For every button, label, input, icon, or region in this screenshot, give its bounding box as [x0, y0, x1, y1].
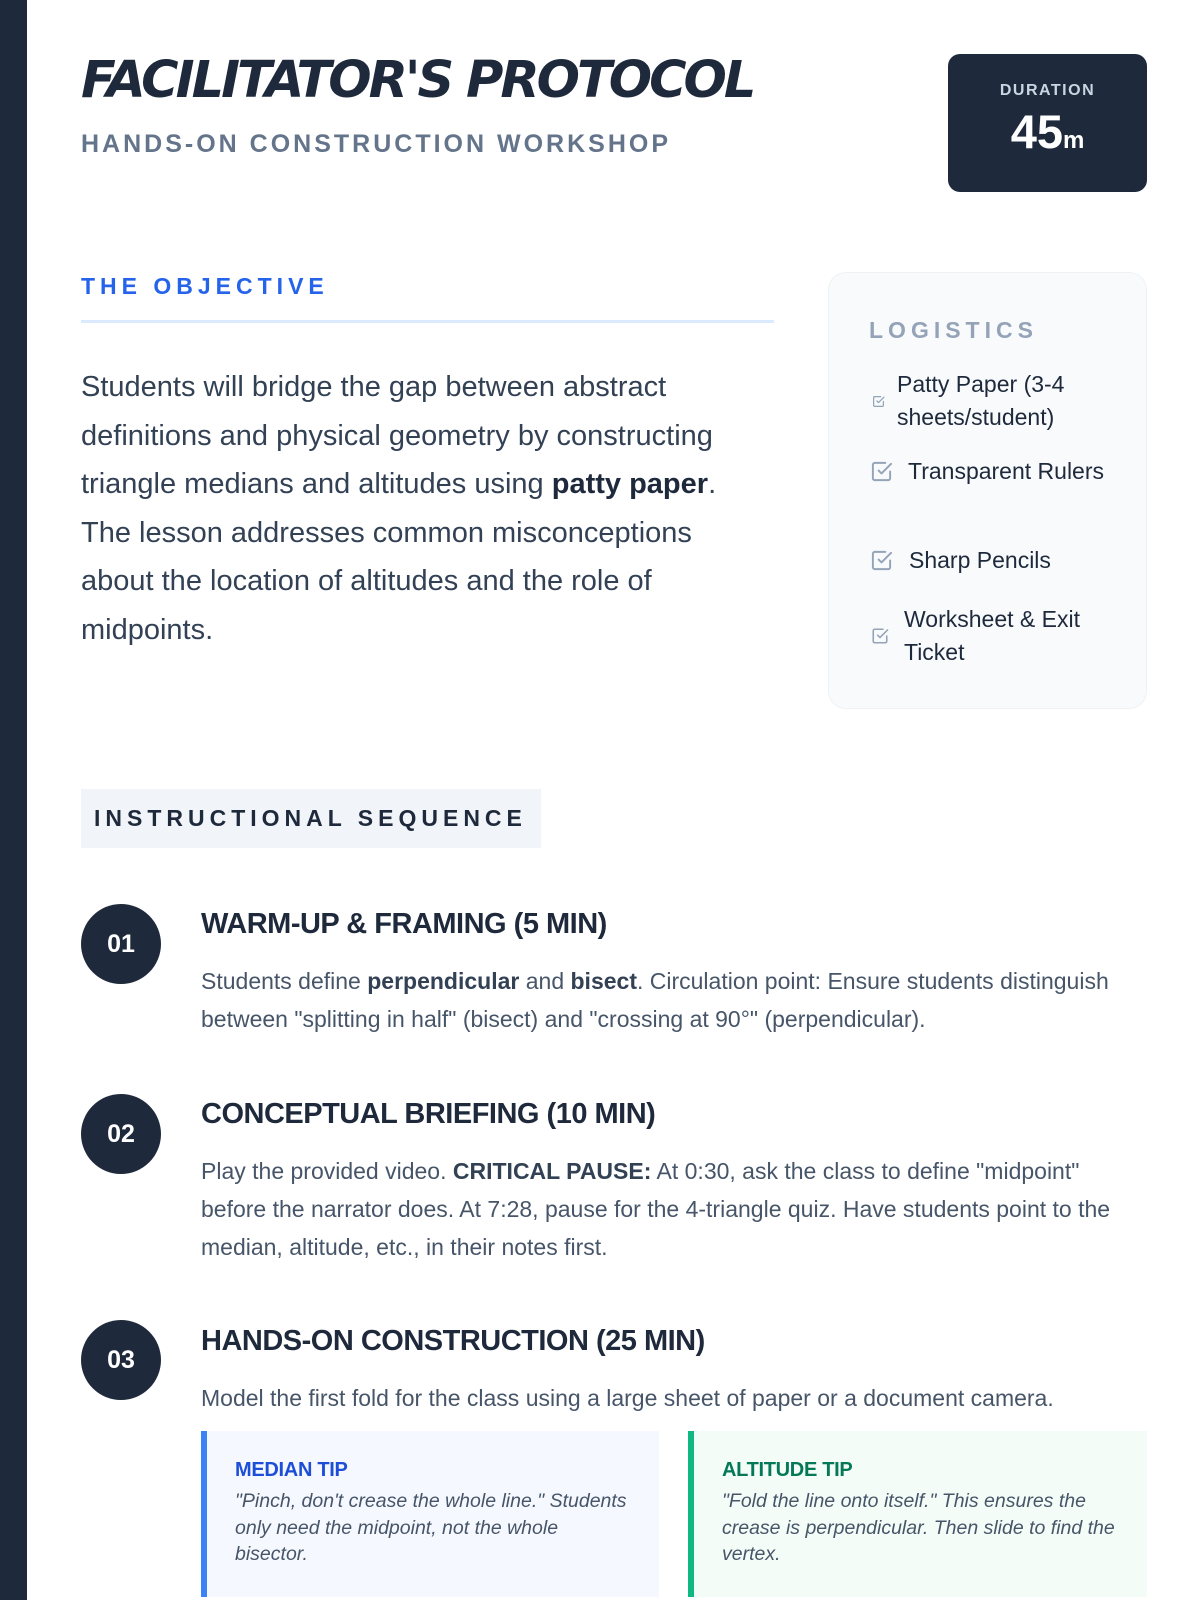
logistics-item-label: Worksheet & Exit Ticket	[904, 606, 1080, 665]
duration-badge	[948, 54, 1147, 192]
logistics-item-label: Transparent Rulers	[908, 458, 1105, 484]
checkbox-checked-icon	[869, 549, 894, 572]
step-keyword: CRITICAL PAUSE:	[452, 1158, 652, 1184]
step-keyword: perpendicular	[367, 968, 520, 994]
page-title: FACILITATOR'S PROTOCOL	[81, 51, 754, 110]
step-text: Play the provided video.	[201, 1158, 453, 1184]
page-subtitle: HANDS-ON CONSTRUCTION WORKSHOP	[81, 130, 671, 158]
duration-number: 45	[1010, 105, 1063, 158]
median-tip-title: MEDIAN TIP	[235, 1459, 348, 1481]
altitude-tip-card	[688, 1431, 1147, 1597]
step-number-badge: 03	[81, 1320, 161, 1400]
duration-label: DURATION	[999, 82, 1096, 99]
logistics-item	[869, 455, 1119, 488]
step-title: WARM-UP & FRAMING (5 MIN)	[201, 908, 607, 940]
step-keyword: bisect	[570, 968, 637, 994]
step-title: HANDS-ON CONSTRUCTION (25 MIN)	[201, 1325, 705, 1357]
logistics-card	[828, 272, 1147, 709]
median-tip-text: "Pinch, don't crease the whole line." Students only need the midpoint, not the whole bisector.	[235, 1490, 627, 1565]
objective-text-emphasis: patty paper	[551, 468, 709, 500]
step-text: At 0:30, ask the class to define "midpoint" before the narrator does. At 7:28, pause for the 4-triangle quiz. Have students point to the median, altitude, etc., in their notes first.	[201, 1158, 1111, 1260]
median-tip-card	[201, 1431, 659, 1597]
objective-divider	[81, 320, 774, 323]
step-text: . Circulation point: Ensure students distinguish between "splitting in half" (bisect) and "crossing at 90°" (perpendicular).	[201, 968, 1109, 1032]
logistics-item-label: Sharp Pencils	[909, 547, 1051, 573]
step-number-badge: 01	[81, 904, 161, 984]
logistics-heading: LOGISTICS	[869, 317, 1038, 343]
step-text: Students define	[201, 968, 368, 994]
checkbox-checked-icon	[869, 627, 890, 645]
checkbox-checked-icon	[869, 460, 894, 483]
sequence-heading: INSTRUCTIONAL SEQUENCE	[81, 789, 541, 848]
duration-unit: m	[1062, 127, 1085, 154]
step-title: CONCEPTUAL BRIEFING (10 MIN)	[201, 1098, 656, 1130]
step-number-badge: 02	[81, 1094, 161, 1174]
objective-heading: THE OBJECTIVE	[81, 273, 329, 299]
objective-text-start: Students will bridge the gap between abstract definitions and physical geometry by constructing triangle medians and altitudes using	[81, 371, 713, 500]
objective-text	[81, 363, 761, 654]
logistics-item	[869, 544, 1119, 577]
altitude-tip-title: ALTITUDE TIP	[722, 1459, 853, 1481]
duration-value	[948, 105, 1147, 158]
left-accent-bar	[0, 0, 27, 1600]
objective-text-end: . The lesson addresses common misconceptions about the location of altitudes and the role of midpoints.	[81, 468, 717, 646]
logistics-item	[869, 368, 1119, 434]
step-description: Model the first fold for the class using a large sheet of paper or a document camera.	[201, 1385, 1054, 1411]
logistics-item-label: Patty Paper (3-4 sheets/student)	[897, 371, 1065, 430]
checkbox-checked-icon	[869, 395, 888, 408]
step-description	[201, 962, 1147, 1038]
logistics-item	[869, 603, 1119, 669]
protocol-page	[81, 0, 1147, 1600]
step-text: and	[519, 968, 571, 994]
altitude-tip-text: "Fold the line onto itself." This ensures the crease is perpendicular. Then slide to find the vertex.	[722, 1490, 1115, 1565]
step-description	[201, 1152, 1147, 1266]
